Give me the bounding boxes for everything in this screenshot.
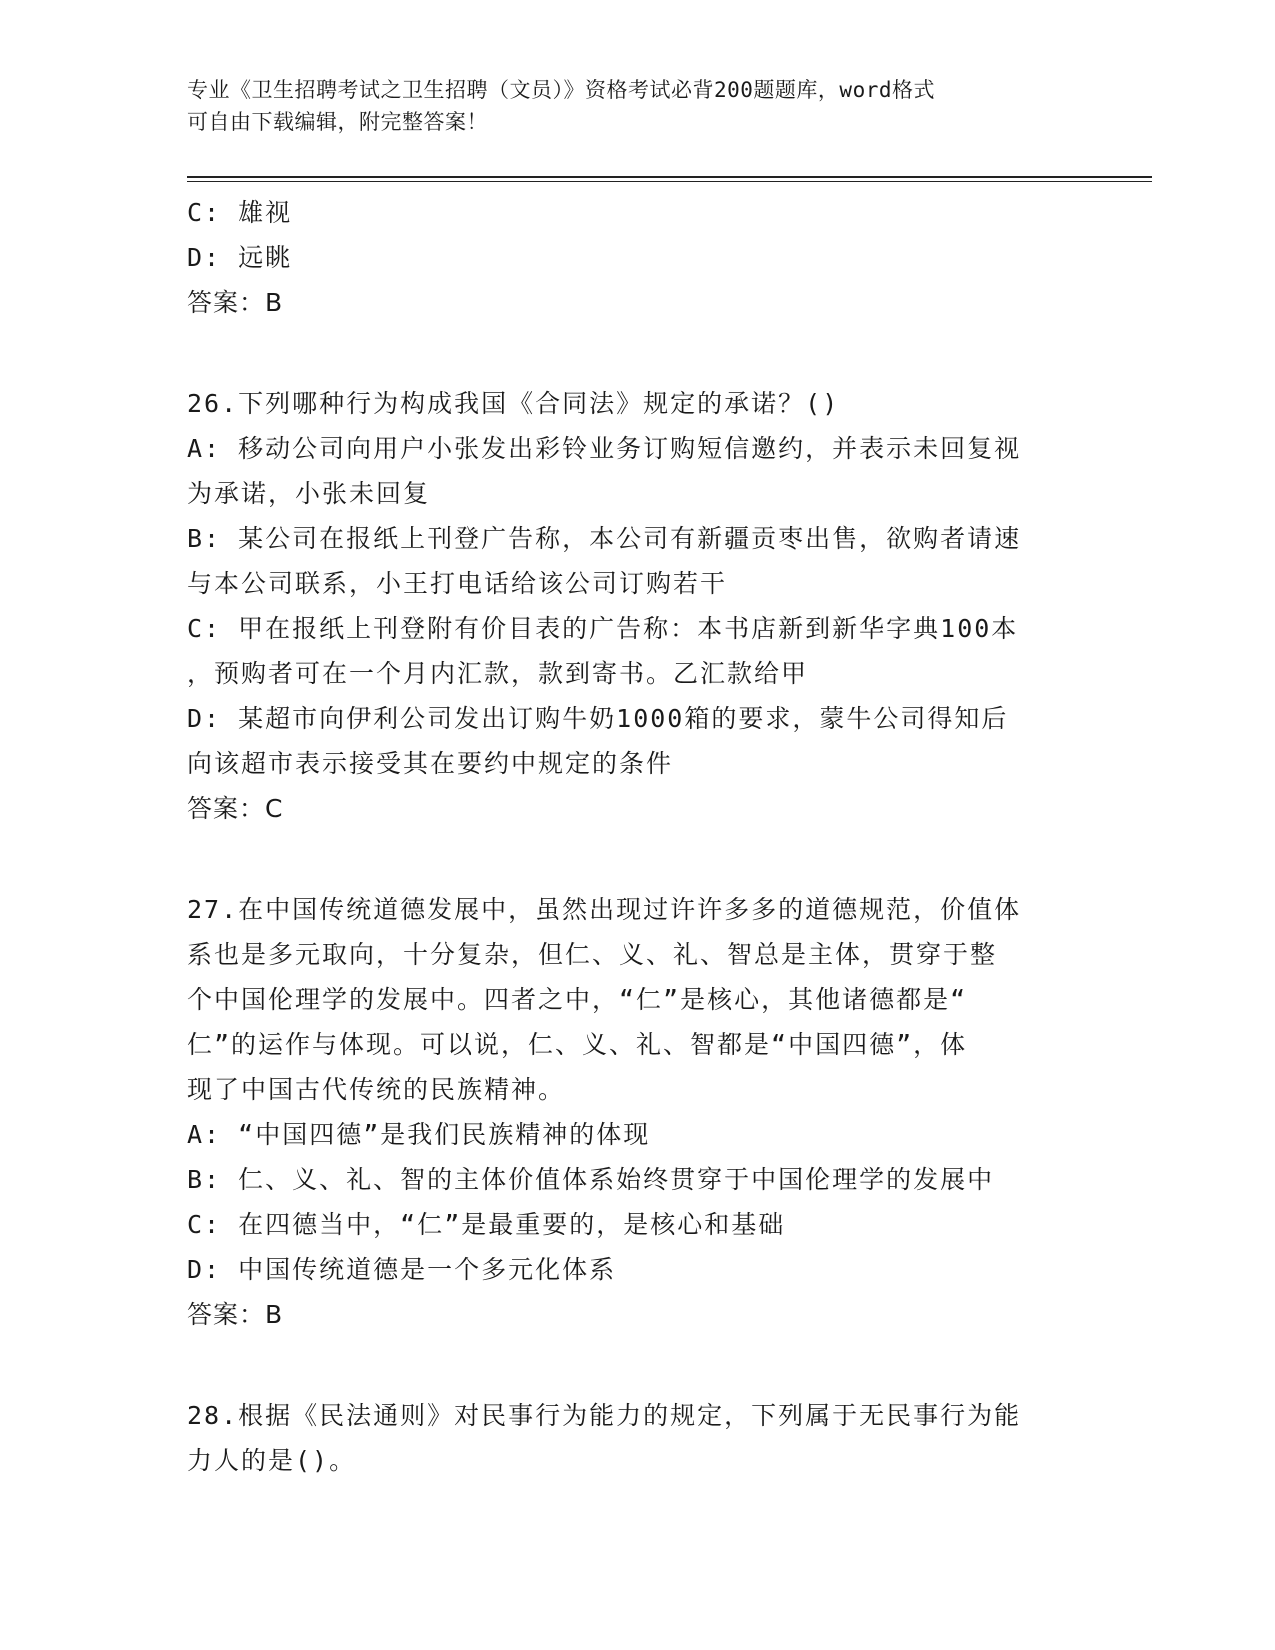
question-spacer bbox=[187, 1337, 1087, 1393]
option-b: B: 仁、义、礼、智的主体价值体系始终贯穿于中国伦理学的发展中 bbox=[187, 1165, 995, 1194]
option-c-continued: ，预购者可在一个月内汇款，款到寄书。乙汇款给甲 bbox=[187, 659, 809, 688]
option-d: D: 远眺 bbox=[187, 243, 293, 272]
question-25-tail bbox=[187, 190, 1087, 325]
option-c: C: 甲在报纸上刊登附有价目表的广告称：本书店新到新华字典100本 bbox=[187, 614, 1019, 643]
answer-line: 答案：B bbox=[187, 1300, 284, 1329]
question-stem-continued: 个中国伦理学的发展中。四者之中，“仁”是核心，其他诸德都是“ bbox=[187, 985, 968, 1014]
header-line-2: 可自由下载编辑，附完整答案！ bbox=[187, 110, 488, 134]
header-divider-thick bbox=[187, 176, 1152, 178]
option-d-continued: 向该超市表示接受其在要约中规定的条件 bbox=[187, 749, 674, 778]
option-a: A: 移动公司向用户小张发出彩铃业务订购短信邀约，并表示未回复视 bbox=[187, 434, 1022, 463]
option-c: C: 在四德当中，“仁”是最重要的，是核心和基础 bbox=[187, 1210, 786, 1239]
header-line-1: 专业《卫生招聘考试之卫生招聘（文员）》资格考试必背200题题库，word格式 bbox=[187, 78, 935, 102]
option-d: D: 中国传统道德是一个多元化体系 bbox=[187, 1255, 617, 1284]
option-c: C: 雄视 bbox=[187, 198, 293, 227]
question-27 bbox=[187, 887, 1087, 1337]
question-stem: 27.在中国传统道德发展中，虽然出现过许许多多的道德规范，价值体 bbox=[187, 895, 1022, 924]
question-26 bbox=[187, 381, 1087, 831]
question-spacer bbox=[187, 325, 1087, 381]
option-a-continued: 为承诺，小张未回复 bbox=[187, 479, 431, 508]
question-stem-continued: 力人的是()。 bbox=[187, 1446, 357, 1475]
question-stem: 26.下列哪种行为构成我国《合同法》规定的承诺？() bbox=[187, 389, 840, 418]
question-stem-continued: 现了中国古代传统的民族精神。 bbox=[187, 1075, 566, 1104]
page-header bbox=[187, 74, 1087, 138]
question-stem: 28.根据《民法通则》对民事行为能力的规定，下列属于无民事行为能 bbox=[187, 1401, 1022, 1430]
answer-line: 答案：C bbox=[187, 794, 284, 823]
option-b-continued: 与本公司联系，小王打电话给该公司订购若干 bbox=[187, 569, 728, 598]
question-28 bbox=[187, 1393, 1087, 1483]
option-d: D: 某超市向伊利公司发出订购牛奶1000箱的要求，蒙牛公司得知后 bbox=[187, 704, 1009, 733]
question-stem-continued: 仁”的运作与体现。可以说，仁、义、礼、智都是“中国四德”，体 bbox=[187, 1030, 968, 1059]
document-body bbox=[187, 190, 1087, 1483]
question-stem-continued: 系也是多元取向，十分复杂，但仁、义、礼、智总是主体，贯穿于整 bbox=[187, 940, 998, 969]
answer-line: 答案：B bbox=[187, 288, 284, 317]
header-divider-thin bbox=[187, 181, 1152, 182]
option-b: B: 某公司在报纸上刊登广告称，本公司有新疆贡枣出售，欲购者请速 bbox=[187, 524, 1022, 553]
option-a: A: “中国四德”是我们民族精神的体现 bbox=[187, 1120, 651, 1149]
question-spacer bbox=[187, 831, 1087, 887]
